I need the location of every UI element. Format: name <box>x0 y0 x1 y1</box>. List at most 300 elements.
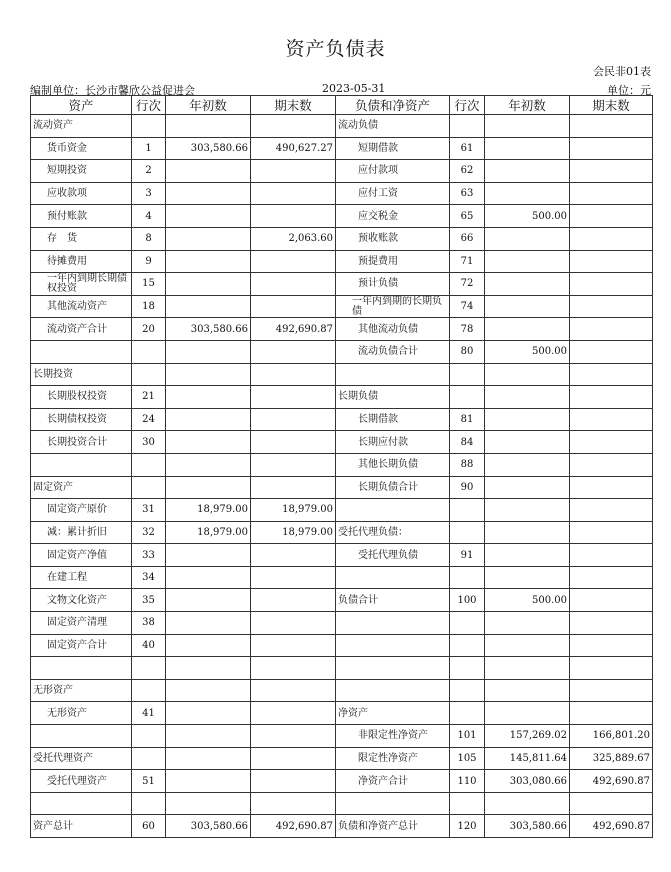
liability-begin-value <box>485 408 570 431</box>
asset-end-value <box>251 273 336 296</box>
asset-label: 固定资产清理 <box>31 612 132 635</box>
liability-label: 长期负债合计 <box>336 476 450 499</box>
liability-begin-value <box>485 386 570 409</box>
asset-line-no <box>132 747 166 770</box>
liability-label: 受托代理负债 <box>336 544 450 567</box>
table-row <box>31 182 653 205</box>
asset-end-value <box>251 340 336 363</box>
asset-end-value <box>251 250 336 273</box>
liability-line-no: 78 <box>450 318 485 341</box>
table-row <box>31 499 653 522</box>
table-row <box>31 612 653 635</box>
asset-end-value <box>251 431 336 454</box>
liability-label: 长期借款 <box>336 408 450 431</box>
liability-end-value <box>570 386 653 409</box>
liability-begin-value <box>485 160 570 183</box>
liability-end-value <box>570 115 653 138</box>
liability-label <box>336 499 450 522</box>
liability-begin-value <box>485 657 570 680</box>
table-row <box>31 115 653 138</box>
asset-line-no: 30 <box>132 431 166 454</box>
liability-begin-value <box>485 702 570 725</box>
col-header-liability: 负债和净资产 <box>336 96 450 115</box>
liability-line-no: 90 <box>450 476 485 499</box>
asset-begin-value <box>166 160 251 183</box>
liability-end-value <box>570 589 653 612</box>
liability-line-no: 120 <box>450 815 485 838</box>
liability-end-value <box>570 295 653 318</box>
table-row <box>31 815 653 838</box>
asset-label <box>31 725 132 748</box>
liability-begin-value: 303,080.66 <box>485 770 570 793</box>
asset-begin-value <box>166 747 251 770</box>
asset-end-value <box>251 792 336 815</box>
liability-end-value <box>570 476 653 499</box>
col-header-begin: 年初数 <box>485 96 570 115</box>
asset-label <box>31 657 132 680</box>
asset-end-value <box>251 182 336 205</box>
liability-end-value <box>570 363 653 386</box>
liability-line-no <box>450 363 485 386</box>
table-row <box>31 137 653 160</box>
asset-begin-value <box>166 453 251 476</box>
asset-label: 受托代理资产 <box>31 770 132 793</box>
asset-label: 货币资金 <box>31 137 132 160</box>
asset-line-no <box>132 657 166 680</box>
asset-label <box>31 453 132 476</box>
asset-end-value <box>251 634 336 657</box>
asset-label: 受托代理资产 <box>31 747 132 770</box>
liability-end-value: 325,889.67 <box>570 747 653 770</box>
asset-line-no: 60 <box>132 815 166 838</box>
liability-label: 应付工资 <box>336 182 450 205</box>
liability-line-no: 88 <box>450 453 485 476</box>
asset-label: 固定资产原价 <box>31 499 132 522</box>
col-header-begin: 年初数 <box>166 96 251 115</box>
liability-line-no <box>450 634 485 657</box>
table-row <box>31 702 653 725</box>
asset-end-value <box>251 566 336 589</box>
asset-label: 长期投资 <box>31 363 132 386</box>
asset-begin-value <box>166 702 251 725</box>
asset-begin-value <box>166 612 251 635</box>
liability-label: 应付款项 <box>336 160 450 183</box>
asset-line-no <box>132 115 166 138</box>
asset-line-no <box>132 476 166 499</box>
liability-begin-value <box>485 612 570 635</box>
asset-begin-value: 18,979.00 <box>166 521 251 544</box>
liability-line-no: 71 <box>450 250 485 273</box>
asset-begin-value <box>166 476 251 499</box>
asset-begin-value: 303,580.66 <box>166 137 251 160</box>
liability-end-value <box>570 702 653 725</box>
asset-begin-value <box>166 589 251 612</box>
liability-begin-value: 500.00 <box>485 340 570 363</box>
liability-begin-value <box>485 363 570 386</box>
asset-end-value <box>251 386 336 409</box>
asset-begin-value <box>166 227 251 250</box>
asset-label: 减：累计折旧 <box>31 521 132 544</box>
liability-end-value <box>570 160 653 183</box>
asset-line-no <box>132 363 166 386</box>
table-row <box>31 770 653 793</box>
liability-label: 长期负债 <box>336 386 450 409</box>
col-header-line: 行次 <box>450 96 485 115</box>
liability-label: 预计负债 <box>336 273 450 296</box>
liability-end-value <box>570 521 653 544</box>
liability-end-value <box>570 566 653 589</box>
table-row <box>31 250 653 273</box>
balance-sheet-table <box>30 95 653 838</box>
asset-begin-value <box>166 408 251 431</box>
liability-end-value <box>570 182 653 205</box>
liability-end-value <box>570 657 653 680</box>
table-row <box>31 679 653 702</box>
table-row <box>31 318 653 341</box>
asset-begin-value: 303,580.66 <box>166 815 251 838</box>
liability-label <box>336 792 450 815</box>
asset-end-value <box>251 725 336 748</box>
liability-label <box>336 657 450 680</box>
liability-label: 限定性净资产 <box>336 747 450 770</box>
liability-line-no: 100 <box>450 589 485 612</box>
asset-begin-value <box>166 273 251 296</box>
asset-line-no: 4 <box>132 205 166 228</box>
report-date: 2023-05-31 <box>322 82 386 95</box>
liability-label: 应交税金 <box>336 205 450 228</box>
asset-label: 流动资产合计 <box>31 318 132 341</box>
asset-begin-value <box>166 657 251 680</box>
asset-begin-value <box>166 182 251 205</box>
asset-end-value <box>251 295 336 318</box>
liability-line-no: 61 <box>450 137 485 160</box>
liability-end-value <box>570 634 653 657</box>
liability-begin-value <box>485 679 570 702</box>
asset-begin-value <box>166 115 251 138</box>
liability-line-no: 74 <box>450 295 485 318</box>
liability-end-value <box>570 453 653 476</box>
asset-line-no: 41 <box>132 702 166 725</box>
asset-label <box>31 340 132 363</box>
asset-begin-value: 303,580.66 <box>166 318 251 341</box>
asset-line-no: 9 <box>132 250 166 273</box>
liability-line-no: 91 <box>450 544 485 567</box>
asset-begin-value <box>166 544 251 567</box>
table-row <box>31 160 653 183</box>
asset-line-no: 33 <box>132 544 166 567</box>
liability-label: 预提费用 <box>336 250 450 273</box>
asset-line-no: 8 <box>132 227 166 250</box>
asset-line-no: 24 <box>132 408 166 431</box>
liability-label: 长期应付款 <box>336 431 450 454</box>
liability-end-value <box>570 612 653 635</box>
asset-line-no: 31 <box>132 499 166 522</box>
liability-line-no <box>450 521 485 544</box>
form-code: 会民非01表 <box>593 65 651 78</box>
asset-begin-value <box>166 566 251 589</box>
liability-begin-value <box>485 115 570 138</box>
liability-begin-value: 157,269.02 <box>485 725 570 748</box>
asset-line-no: 35 <box>132 589 166 612</box>
liability-label: 受托代理负债： <box>336 521 450 544</box>
table-row <box>31 205 653 228</box>
table-header-row <box>31 96 653 115</box>
col-header-end: 期末数 <box>570 96 653 115</box>
asset-line-no: 34 <box>132 566 166 589</box>
liability-end-value <box>570 250 653 273</box>
liability-line-no: 101 <box>450 725 485 748</box>
asset-end-value <box>251 408 336 431</box>
asset-end-value: 492,690.87 <box>251 318 336 341</box>
asset-begin-value <box>166 431 251 454</box>
asset-begin-value <box>166 725 251 748</box>
liability-begin-value <box>485 295 570 318</box>
asset-end-value: 490,627.27 <box>251 137 336 160</box>
asset-line-no <box>132 679 166 702</box>
asset-end-value <box>251 702 336 725</box>
table-row <box>31 273 653 296</box>
liability-end-value <box>570 137 653 160</box>
asset-end-value <box>251 747 336 770</box>
table-row <box>31 408 653 431</box>
liability-line-no: 66 <box>450 227 485 250</box>
asset-begin-value <box>166 386 251 409</box>
liability-label <box>336 363 450 386</box>
asset-begin-value <box>166 792 251 815</box>
liability-begin-value: 145,811.64 <box>485 747 570 770</box>
asset-end-value <box>251 476 336 499</box>
asset-line-no: 21 <box>132 386 166 409</box>
liability-line-no: 62 <box>450 160 485 183</box>
asset-begin-value <box>166 363 251 386</box>
col-header-end: 期末数 <box>251 96 336 115</box>
asset-line-no: 3 <box>132 182 166 205</box>
asset-end-value <box>251 453 336 476</box>
table-row <box>31 521 653 544</box>
table-row <box>31 792 653 815</box>
liability-line-no <box>450 499 485 522</box>
asset-line-no <box>132 792 166 815</box>
liability-begin-value <box>485 521 570 544</box>
asset-line-no: 20 <box>132 318 166 341</box>
table-row <box>31 657 653 680</box>
asset-line-no: 32 <box>132 521 166 544</box>
page-title: 资产负债表 <box>285 38 386 60</box>
asset-line-no: 40 <box>132 634 166 657</box>
liability-begin-value <box>485 431 570 454</box>
asset-end-value <box>251 205 336 228</box>
liability-end-value <box>570 318 653 341</box>
liability-end-value <box>570 227 653 250</box>
liability-end-value <box>570 679 653 702</box>
liability-end-value <box>570 499 653 522</box>
asset-begin-value <box>166 679 251 702</box>
asset-begin-value <box>166 250 251 273</box>
asset-line-no <box>132 453 166 476</box>
liability-end-value <box>570 431 653 454</box>
liability-label: 其他长期负债 <box>336 453 450 476</box>
asset-end-value: 492,690.87 <box>251 815 336 838</box>
liability-label <box>336 634 450 657</box>
table-row <box>31 386 653 409</box>
asset-label: 其他流动资产 <box>31 295 132 318</box>
asset-label: 待摊费用 <box>31 250 132 273</box>
table-row <box>31 340 653 363</box>
liability-label: 预收账款 <box>336 227 450 250</box>
liability-line-no <box>450 566 485 589</box>
asset-end-value <box>251 115 336 138</box>
asset-end-value: 18,979.00 <box>251 499 336 522</box>
liability-end-value: 492,690.87 <box>570 815 653 838</box>
asset-begin-value <box>166 295 251 318</box>
liability-end-value <box>570 792 653 815</box>
asset-line-no: 15 <box>132 273 166 296</box>
asset-begin-value <box>166 634 251 657</box>
asset-end-value: 18,979.00 <box>251 521 336 544</box>
liability-end-value <box>570 408 653 431</box>
liability-begin-value <box>485 476 570 499</box>
asset-label: 预付账款 <box>31 205 132 228</box>
liability-line-no <box>450 657 485 680</box>
asset-label: 长期债权投资 <box>31 408 132 431</box>
liability-line-no: 65 <box>450 205 485 228</box>
table-row <box>31 227 653 250</box>
liability-begin-value <box>485 453 570 476</box>
asset-end-value <box>251 589 336 612</box>
liability-begin-value <box>485 182 570 205</box>
liability-line-no <box>450 386 485 409</box>
liability-end-value: 492,690.87 <box>570 770 653 793</box>
asset-begin-value: 18,979.00 <box>166 499 251 522</box>
table-row <box>31 431 653 454</box>
asset-label: 长期投资合计 <box>31 431 132 454</box>
table-row <box>31 566 653 589</box>
asset-line-no: 1 <box>132 137 166 160</box>
asset-end-value <box>251 657 336 680</box>
liability-line-no: 105 <box>450 747 485 770</box>
asset-label: 固定资产合计 <box>31 634 132 657</box>
asset-label: 应收款项 <box>31 182 132 205</box>
liability-begin-value <box>485 137 570 160</box>
liability-line-no <box>450 612 485 635</box>
liability-begin-value: 303,580.66 <box>485 815 570 838</box>
liability-begin-value <box>485 634 570 657</box>
asset-label: 固定资产 <box>31 476 132 499</box>
asset-label: 流动资产 <box>31 115 132 138</box>
org-label: 编制单位：长沙市馨欣公益促进会 <box>30 84 195 97</box>
liability-line-no <box>450 115 485 138</box>
table-row <box>31 725 653 748</box>
liability-line-no <box>450 679 485 702</box>
table-row <box>31 634 653 657</box>
asset-line-no: 38 <box>132 612 166 635</box>
asset-end-value: 2,063.60 <box>251 227 336 250</box>
liability-label <box>336 566 450 589</box>
col-header-line: 行次 <box>132 96 166 115</box>
liability-end-value <box>570 273 653 296</box>
liability-label: 流动负债 <box>336 115 450 138</box>
liability-end-value <box>570 205 653 228</box>
asset-begin-value <box>166 340 251 363</box>
liability-begin-value <box>485 227 570 250</box>
liability-label <box>336 679 450 702</box>
liability-end-value <box>570 544 653 567</box>
liability-begin-value <box>485 792 570 815</box>
liability-begin-value <box>485 250 570 273</box>
table-row <box>31 453 653 476</box>
liability-begin-value: 500.00 <box>485 205 570 228</box>
liability-end-value <box>570 340 653 363</box>
asset-label: 在建工程 <box>31 566 132 589</box>
asset-label: 长期股权投资 <box>31 386 132 409</box>
col-header-asset: 资产 <box>31 96 132 115</box>
liability-line-no: 63 <box>450 182 485 205</box>
liability-label: 净资产 <box>336 702 450 725</box>
liability-line-no <box>450 702 485 725</box>
unit-label: 单位：元 <box>607 84 651 97</box>
asset-label: 一年内到期长期债权投资 <box>31 273 132 296</box>
meta-row <box>30 82 651 96</box>
liability-label: 净资产合计 <box>336 770 450 793</box>
asset-label: 无形资产 <box>31 679 132 702</box>
liability-begin-value <box>485 544 570 567</box>
liability-begin-value <box>485 318 570 341</box>
asset-line-no: 2 <box>132 160 166 183</box>
liability-label: 负债合计 <box>336 589 450 612</box>
asset-label: 文物文化资产 <box>31 589 132 612</box>
asset-end-value <box>251 160 336 183</box>
asset-begin-value <box>166 205 251 228</box>
liability-line-no: 110 <box>450 770 485 793</box>
asset-end-value <box>251 770 336 793</box>
liability-line-no: 81 <box>450 408 485 431</box>
table-row <box>31 476 653 499</box>
asset-label: 固定资产净值 <box>31 544 132 567</box>
table-row <box>31 363 653 386</box>
asset-label: 资产总计 <box>31 815 132 838</box>
liability-end-value: 166,801.20 <box>570 725 653 748</box>
liability-label: 其他流动负债 <box>336 318 450 341</box>
liability-begin-value <box>485 499 570 522</box>
liability-label <box>336 612 450 635</box>
table-row <box>31 747 653 770</box>
asset-end-value <box>251 612 336 635</box>
asset-end-value <box>251 544 336 567</box>
liability-begin-value: 500.00 <box>485 589 570 612</box>
asset-label: 短期投资 <box>31 160 132 183</box>
asset-line-no <box>132 340 166 363</box>
liability-begin-value <box>485 273 570 296</box>
asset-line-no <box>132 725 166 748</box>
table-row <box>31 544 653 567</box>
liability-label: 短期借款 <box>336 137 450 160</box>
liability-label: 非限定性净资产 <box>336 725 450 748</box>
table-row <box>31 589 653 612</box>
liability-label: 一年内到期的长期负债 <box>336 295 450 318</box>
liability-label: 负债和净资产总计 <box>336 815 450 838</box>
asset-begin-value <box>166 770 251 793</box>
liability-line-no: 84 <box>450 431 485 454</box>
table-row <box>31 295 653 318</box>
liability-line-no <box>450 792 485 815</box>
liability-line-no: 72 <box>450 273 485 296</box>
asset-label: 存 货 <box>31 227 132 250</box>
asset-end-value <box>251 363 336 386</box>
asset-label: 无形资产 <box>31 702 132 725</box>
asset-line-no: 18 <box>132 295 166 318</box>
asset-label <box>31 792 132 815</box>
asset-end-value <box>251 679 336 702</box>
